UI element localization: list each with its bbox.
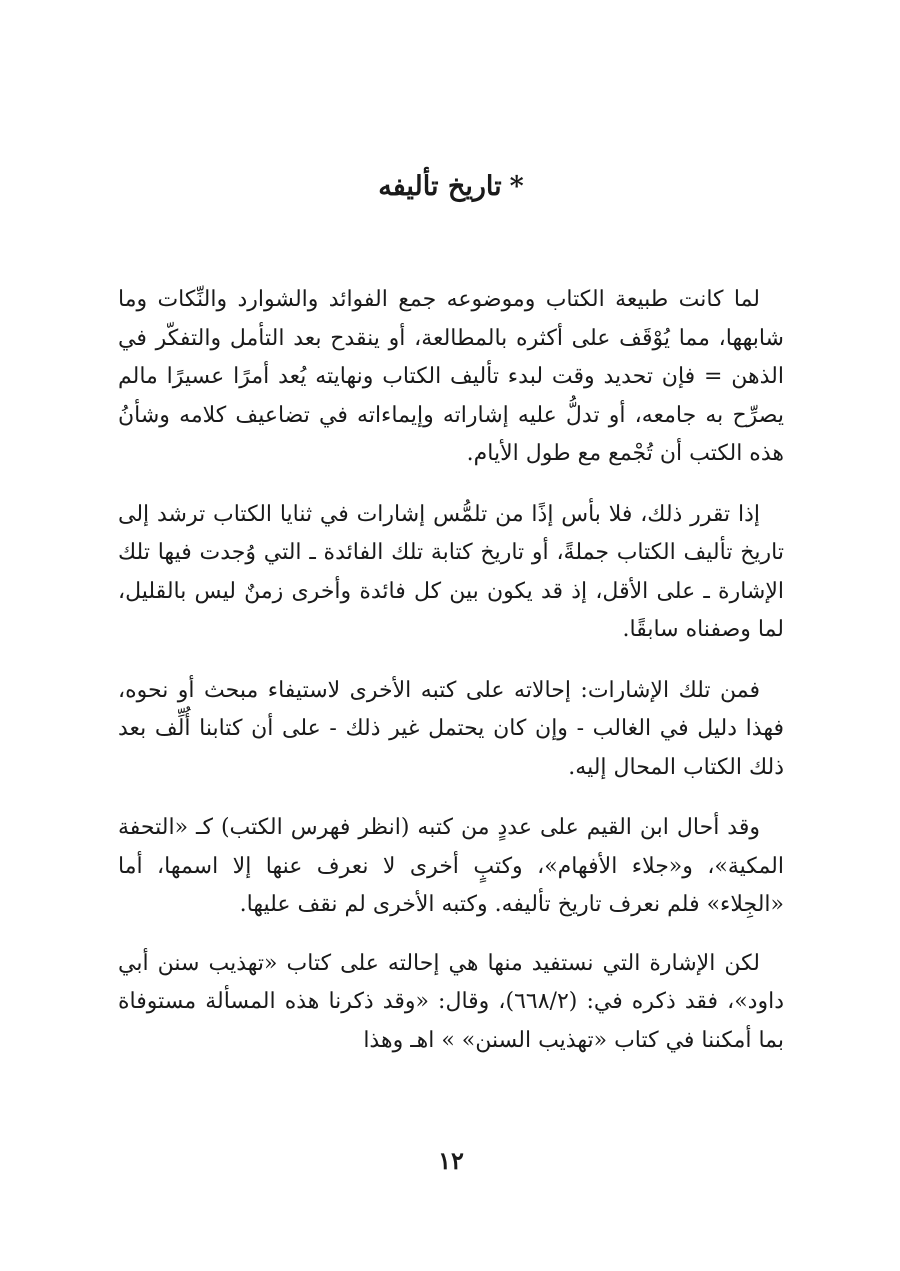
paragraph-4: وقد أحال ابن القيم على عددٍ من كتبه (انظر فهرس الكتب) كـ «التحفة المكية»، و«جلاء الأفهام»، وكتبٍ أخرى لا نعرف عنها إلا اسمها، أما «الجِلاء» فلم نعرف تاريخ تأليفه. وكتبه الأخرى لم نقف عليها. <box>118 815 784 917</box>
paragraph-1: لما كانت طبيعة الكتاب وموضوعه جمع الفوائد والشوارد والنِّكات وما شابهها، مما يُوْقَف على أكثره بالمطالعة، أو ينقدح بعد التأمل والتفكّر في الذهن = فإن تحديد وقت لبدء تأليف الكتاب ونهايته يُعد أمرًا عسيرًا مالم يصرِّح به جامعه، أو تدلُّ عليه إشاراته وإيماءاته في تضاعيف كلامه وشأنُ هذه الكتب أن تُجْمع مع طول الأيام. <box>118 287 784 466</box>
page-number: ١٢ <box>438 1146 464 1175</box>
paragraph-5: لكن الإشارة التي نستفيد منها هي إحالته على كتاب «تهذيب سنن أبي داود»، فقد ذكره في: (٦٦٨/٢)، وقال: «وقد ذكرنا هذه المسألة مستوفاة بما أمكننا في كتاب «تهذيب السنن» » اهـ وهذا <box>118 950 785 1053</box>
paragraph-2: إذا تقرر ذلك، فلا بأس إذًا من تلمُّس إشارات في ثنايا الكتاب ترشد إلى تاريخ تأليف الكتاب جملةً، أو تاريخ كتابة تلك الفائدة ـ التي وُجدت فيها تلك الإشارة ـ على الأقل، إذ قد يكون بين كل فائدة وأخرى زمنٌ ليس بالقليل، لما وصفناه سابقًا. <box>118 501 784 642</box>
heading-marker: * <box>509 171 524 202</box>
section-heading <box>118 170 784 204</box>
paragraph-3: فمن تلك الإشارات: إحالاته على كتبه الأخرى لاستيفاء مبحث أو نحوه، فهذا دليل في الغالب - وإن كان يحتمل غير ذلك - على أن كتابنا أُلِّف بعد ذلك الكتاب المحال إليه. <box>118 677 784 780</box>
heading-title: تاريخ تأليفه <box>378 171 502 202</box>
body-text <box>118 281 784 1082</box>
book-page <box>118 0 784 1271</box>
